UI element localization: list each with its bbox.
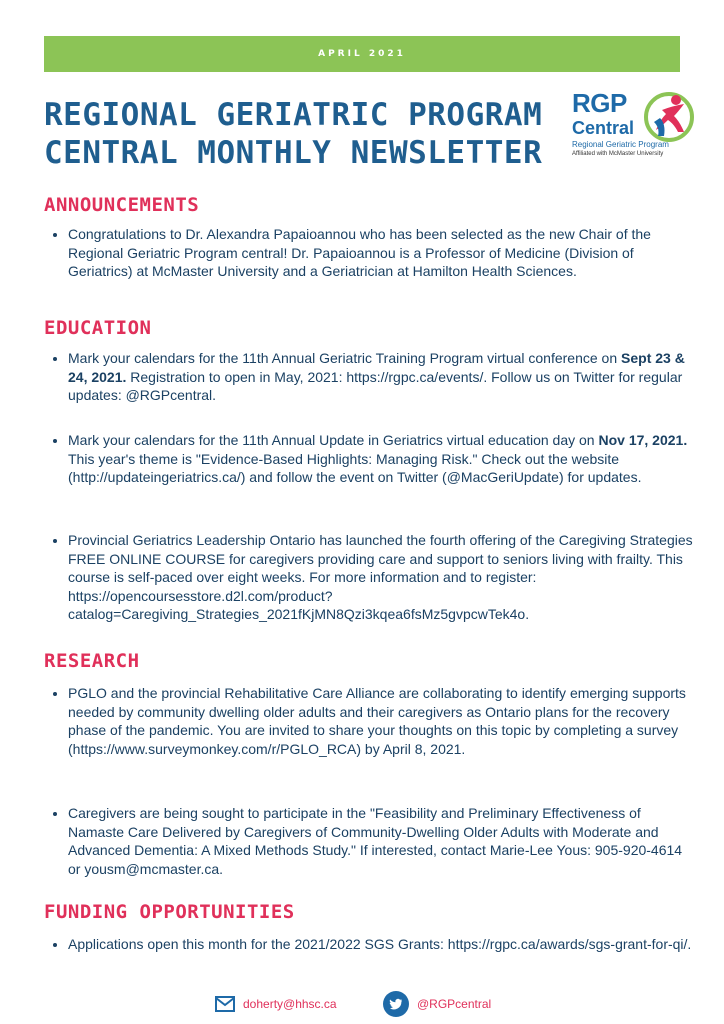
list-item: • Caregivers are being sought to participate in the "Feasibility and Preliminary Effectiveness of Namaste Care Delivered by Caregivers of Community-Dwelling Older Adults with Moderate and Advanced Dementia: A Mixed Methods Study." If interested, contact Marie-Lee Yous: 905-920-4614 or yousm@mcmaster.ca. (68, 804, 694, 878)
logo-program-text: Regional Geriatric Program (572, 140, 669, 149)
event-date: Sept 23 & 24, 2021. (68, 350, 685, 385)
research-list (44, 684, 694, 758)
mail-icon (215, 996, 235, 1012)
research-list-2 (44, 804, 694, 878)
footer-email[interactable] (215, 992, 337, 1016)
education-heading: EDUCATION (44, 317, 152, 339)
list-item: • PGLO and the provincial Rehabilitative Care Alliance are collaborating to identify emerging supports needed by community dwelling older adults and their caregivers as Ontario plans for the recovery phase of the pandemic. You are invited to share your thoughts on this topic by completing a survey (https://www.surveymonkey.com/r/PGLO_RCA) by April 8, 2021. (68, 684, 694, 758)
logo-rgp-text: RGP (572, 88, 627, 118)
list-item: • Congratulations to Dr. Alexandra Papaioannou who has been selected as the new Chair of the Regional Geriatric Program central! Dr. Papaioannou is a Professor of Medicine (Division of Geriatrics) at McMaster University and a Geriatrician at Hamilton Health Sciences. (68, 225, 694, 281)
education-list-2 (44, 431, 694, 487)
funding-heading: FUNDING OPPORTUNITIES (44, 901, 295, 923)
twitter-handle-link[interactable]: @RGPcentral (417, 997, 492, 1011)
logo-central-text: Central (572, 118, 635, 138)
announcements-heading: ANNOUNCEMENTS (44, 194, 200, 216)
research-heading: RESEARCH (44, 650, 140, 672)
education-list-3 (44, 531, 694, 624)
funding-list (44, 935, 694, 954)
item-text: Registration to open in May, 2021: https://rgpc.ca/events/. Follow us on Twitter for regular updates: @RGPcentral. (68, 368, 683, 403)
list-item: • Provincial Geriatrics Leadership Ontario has launched the fourth offering of the Caregiving Strategies FREE ONLINE COURSE for caregivers providing care and support to seniors living with frailty. This course is self-paced over eight weeks. For more information and to register: https://opencoursesstore.d2l.com/product?catalog=Caregiving_Strategies_2021fKjMN8Qzi3kqea6fsMz5gvpcwTek4o. (68, 531, 694, 624)
date-banner (44, 36, 680, 72)
list-item: • Applications open this month for the 2021/2022 SGS Grants: https://rgpc.ca/awards/sgs-grant-for-qi/. (68, 935, 694, 954)
item-text: Mark your calendars for the 11th Annual Geriatric Training Program virtual conference on (68, 350, 622, 366)
footer-twitter[interactable] (383, 992, 491, 1016)
twitter-icon (383, 991, 409, 1017)
item-text: This year's theme is "Evidence-Based Highlights: Managing Risk." Check out the website (http://updateingeriatrics.ca/) and follow the event on Twitter (@MacGeriUpdate) for updates. (68, 450, 642, 485)
list-item (68, 349, 694, 405)
item-text: Mark your calendars for the 11th Annual Update in Geriatrics virtual education day on (68, 432, 599, 448)
education-list (44, 349, 694, 405)
issue-date: APRIL 2021 (318, 49, 406, 59)
logo-affiliation-text: Affiliated with McMaster University (572, 151, 664, 157)
rgp-central-logo (570, 86, 700, 168)
announcements-list (44, 225, 694, 281)
event-date: Nov 17, 2021. (598, 432, 688, 448)
list-item (68, 431, 694, 487)
email-link[interactable]: doherty@hhsc.ca (243, 997, 337, 1011)
logo-figure-icon (640, 88, 698, 146)
newsletter-title: REGIONAL GERIATRIC PROGRAM CENTRAL MONTHLY NEWSLETTER (44, 97, 543, 171)
